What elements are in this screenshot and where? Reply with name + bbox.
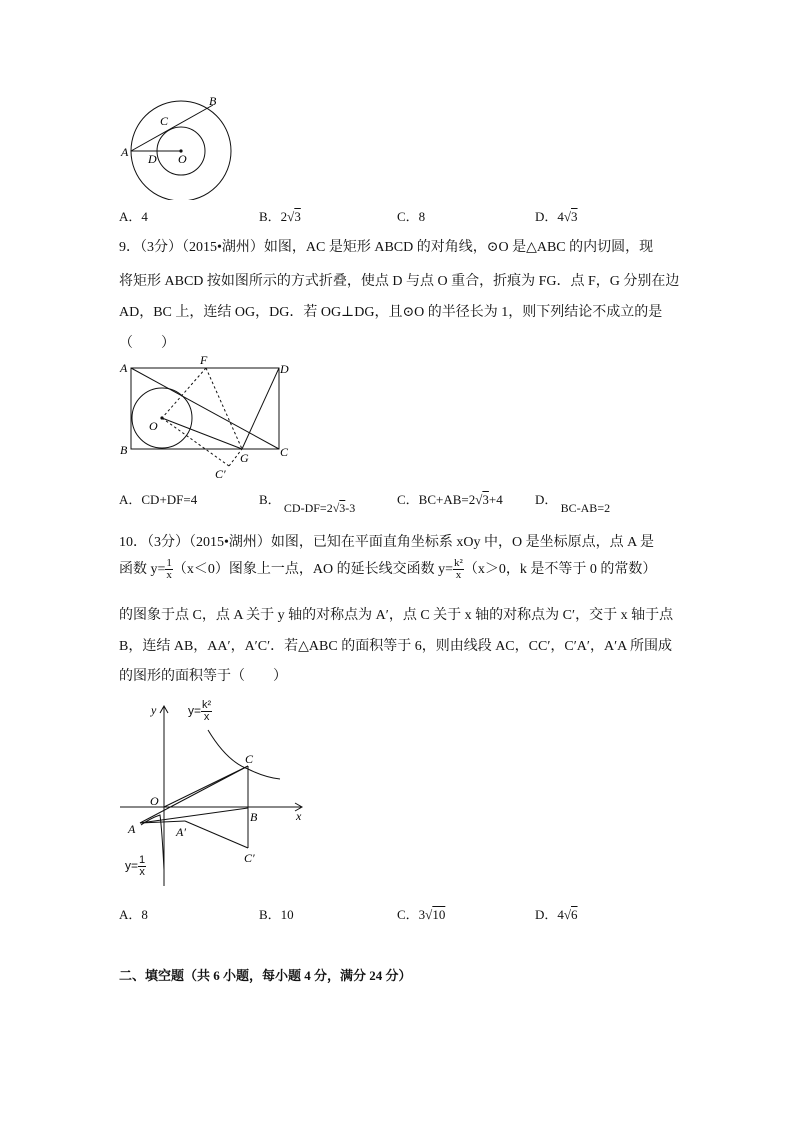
q8-label-o: O	[178, 152, 187, 166]
q8-option-d-radicand: 3	[571, 209, 578, 224]
q8-option-d[interactable]	[535, 206, 578, 225]
q9-option-d-label: D．	[535, 492, 558, 507]
q8-option-b-radicand: 3	[294, 209, 301, 224]
q10-stem-line2-a: 函数 y=	[119, 562, 166, 577]
q10-label-cprime: C′	[244, 851, 255, 865]
q10-frac1-den: x	[166, 569, 172, 582]
q10-frac2-num: k²	[454, 557, 463, 570]
q10-stem-line5: 的图形的面积等于（ ）	[119, 669, 287, 684]
q10-eq-bot-den: x	[139, 866, 145, 878]
q10-fraction-1-over-x	[165, 558, 173, 581]
q10-eq-bot-prefix: y=	[125, 858, 139, 873]
q10-option-c[interactable]: C．3√10	[397, 907, 446, 922]
q10-option-b[interactable]	[259, 904, 294, 923]
q9-label-o: O	[149, 419, 158, 433]
q10-label-aprime: A′	[176, 825, 186, 839]
q10-label-y: y	[151, 703, 157, 717]
q10-stem-line2-b: （x＜0）图象上一点，AO 的延长线交函数 y=	[172, 562, 454, 577]
q8-option-d-radical: √3	[563, 209, 578, 224]
q8-option-b[interactable]	[259, 206, 301, 225]
q10-option-b-text: B．10	[259, 907, 294, 922]
q10-frac1-num: 1	[166, 557, 172, 570]
q9-label-a: A	[120, 361, 128, 375]
q9-option-c-prefix: C．BC+AB=2	[397, 492, 476, 507]
q9-stem-line4: （ ）	[119, 336, 175, 351]
q8-option-a-text: A．4	[119, 209, 148, 224]
q9-label-f: F	[200, 353, 208, 367]
q9-option-b-radicand: 3	[339, 501, 346, 515]
q9-stem-line3: AD，BC 上，连结 OG，DG．若 OG⊥DG，且⊙O 的半径长为 1，则下列结论不成立的是	[119, 305, 663, 320]
q9-label-g: G	[240, 451, 249, 465]
q8-option-a[interactable]	[119, 206, 148, 225]
q9-stem-line1: 9．（3分）（2015•湖州）如图，AC 是矩形 ABCD 的对角线，⊙O 是△ABC 的内切圆，现	[119, 240, 654, 255]
q10-option-d[interactable]: D．4√6	[535, 907, 578, 922]
q9-option-b-expression: CD-DF=2√3-3	[283, 501, 356, 515]
q8-label-a: A	[121, 145, 129, 159]
q8-option-d-text: D．4	[535, 209, 564, 224]
q10-fraction-k2-over-x	[453, 558, 464, 581]
q8-option-c[interactable]	[397, 206, 425, 225]
q9-label-cprime: C′	[215, 467, 226, 481]
q9-option-b-expr-prefix: CD-DF=2	[283, 501, 333, 515]
q10-eq-top-num: k²	[202, 699, 212, 711]
q10-stem-line4: B，连结 AB，AA′，A′C′．若△ABC 的面积等于 6，则由线段 AC，CC′，C′A′，A′A 所围成	[119, 639, 672, 654]
q10-option-a-text: A．8	[119, 907, 148, 922]
q10-curve-label-bottom	[125, 855, 146, 878]
q8-option-c-text: C．8	[397, 209, 426, 224]
q8-figure	[112, 92, 242, 200]
q10-option-d-prefix: D．4	[535, 907, 564, 922]
q10-option-c-prefix: C．3	[397, 907, 426, 922]
section-2-heading: 二、填空题（共 6 小题，每小题 4 分，满分 24 分）	[119, 968, 412, 983]
q10-label-a: A	[128, 822, 136, 836]
q9-option-b-expr-suffix: -3	[345, 501, 356, 515]
q10-option-c-radicand: 10	[432, 907, 446, 922]
q10-stem-line3: 的图象于点 C，点 A 关于 y 轴的对称点为 A′，点 C 关于 x 轴的对称点为 C′，交于 x 轴于点	[119, 608, 674, 623]
q9-figure	[112, 352, 302, 484]
q8-option-b-text: B．2	[259, 209, 288, 224]
q9-option-b-label: B．	[259, 492, 281, 507]
q9-label-c: C	[280, 445, 289, 459]
q9-option-c-suffix: +4	[488, 492, 503, 507]
q10-curve-label-top	[188, 700, 212, 723]
q9-option-c-radicand: 3	[482, 492, 489, 507]
q9-option-b[interactable]	[259, 489, 356, 515]
q10-label-c: C	[245, 752, 254, 766]
q10-eq-bot-num: 1	[139, 854, 146, 866]
q10-option-a[interactable]	[119, 904, 148, 923]
q10-eq-top-fraction	[201, 700, 212, 723]
q9-label-b: B	[120, 443, 128, 457]
q8-label-c: C	[160, 114, 169, 128]
q9-option-a-text: A．CD+DF=4	[119, 492, 198, 507]
q10-label-o: O	[150, 794, 159, 808]
q8-option-b-radical: √3	[287, 209, 301, 224]
q10-eq-top-den: x	[203, 711, 210, 723]
q10-stem-line2	[119, 558, 656, 581]
q10-eq-bot-fraction	[138, 855, 146, 878]
q8-label-b: B	[209, 94, 217, 108]
q10-eq-top-prefix: y=	[188, 703, 202, 718]
q9-stem-line2: 将矩形 ABCD 按如图所示的方式折叠，使点 D 与点 O 重合，折痕为 FG．点 F，G 分别在边	[119, 274, 680, 289]
q9-option-c[interactable]: C．BC+AB=2√3+4	[397, 492, 503, 507]
q10-stem-line2-c: （x＞0，k 是不等于 0 的常数）	[463, 562, 657, 577]
q9-option-d-expression: BC-AB=2	[560, 501, 611, 515]
q10-label-b: B	[250, 810, 258, 824]
q10-option-d-radicand: 6	[571, 907, 578, 922]
q9-label-d: D	[280, 362, 289, 376]
q9-option-a[interactable]	[119, 489, 197, 508]
q10-frac2-den: x	[455, 569, 462, 582]
q8-label-d: D	[148, 152, 157, 166]
q10-figure	[112, 690, 312, 890]
q9-option-d[interactable]	[535, 489, 611, 515]
q10-label-x: x	[296, 809, 302, 823]
q10-stem-line1: 10．（3分）（2015•湖州）如图，已知在平面直角坐标系 xOy 中，O 是坐标原点，点 A 是	[119, 535, 654, 550]
